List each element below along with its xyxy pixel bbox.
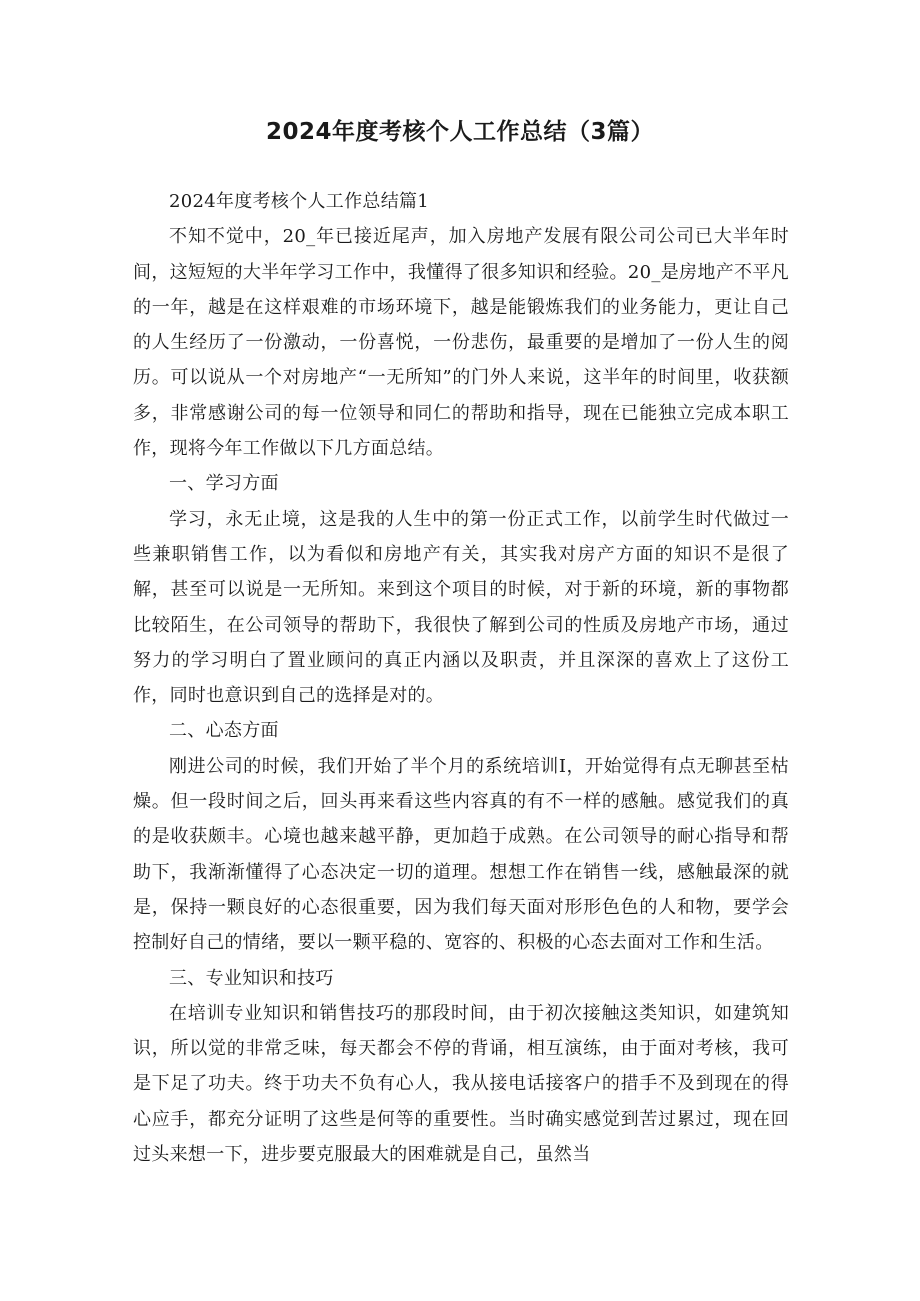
- document-title: 2024年度考核个人工作总结（3篇）: [265, 119, 655, 145]
- body-paragraph: 不知不觉中，20_年已接近尾声，加入房地产发展有限公司公司已大半年时间，这短短的大半年学习工作中，我懂得了很多知识和经验。20_是房地产不平凡的一年，越是在这样艰难的市场环境下，越是能锻炼我们的业务能力，更让自己的人生经历了一份激动，一份喜悦，一份悲伤，最重要的是增加了一份人生的阅历。可以说从一个对房地产“一无所知”的门外人来说，这半年的时间里，收获额多，非常感谢公司的每一位领导和同仁的帮助和指导，现在已能独立完成本职工作，现将今年工作做以下几方面总结。: [133, 226, 789, 460]
- section-title: 2024年度考核个人工作总结篇1: [169, 191, 430, 212]
- section-heading-skills: 三、专业知识和技巧: [169, 967, 334, 989]
- section-heading-mindset: 二、心态方面: [169, 720, 279, 742]
- body-paragraph: 在培训专业知识和销售技巧的那段时间，由于初次接触这类知识，如建筑知识，所以觉的非常乏味，每天都会不停的背诵，相互演练，由于面对考核，我可是下足了功夫。终于功夫不负有心人，我从接电话接客户的措手不及到现在的得心应手，都充分证明了这些是何等的重要性。当时确实感觉到苦过累过，现在回过头来想一下，进步要克服最大的困难就是自己，虽然当: [133, 1002, 789, 1166]
- body-paragraph: 刚进公司的时候，我们开始了半个月的系统培训I，开始觉得有点无聊甚至枯燥。但一段时间之后，回头再来看这些内容真的有不一样的感触。感觉我们的真的是收获颇丰。心境也越来越平静，更加趋于成熟。在公司领导的耐心指导和帮助下，我渐渐懂得了心态决定一切的道理。想想工作在销售一线，感触最深的就是，保持一颗良好的心态很重要，因为我们每天面对形形色色的人和物，要学会控制好自己的情绪，要以一颗平稳的、宽容的、积极的心态去面对工作和生活。: [133, 755, 789, 954]
- body-paragraph: 学习，永无止境，这是我的人生中的第一份正式工作，以前学生时代做过一些兼职销售工作，以为看似和房地产有关，其实我对房产方面的知识不是很了解，甚至可以说是一无所知。来到这个项目的时候，对于新的环境，新的事物都比较陌生，在公司领导的帮助下，我很快了解到公司的性质及房地产市场，通过努力的学习明白了置业顾问的真正内涵以及职责，并且深深的喜欢上了这份工作，同时也意识到自己的选择是对的。: [133, 508, 789, 707]
- section-heading-learning: 一、学习方面: [169, 473, 279, 495]
- document-body: [133, 184, 789, 1172]
